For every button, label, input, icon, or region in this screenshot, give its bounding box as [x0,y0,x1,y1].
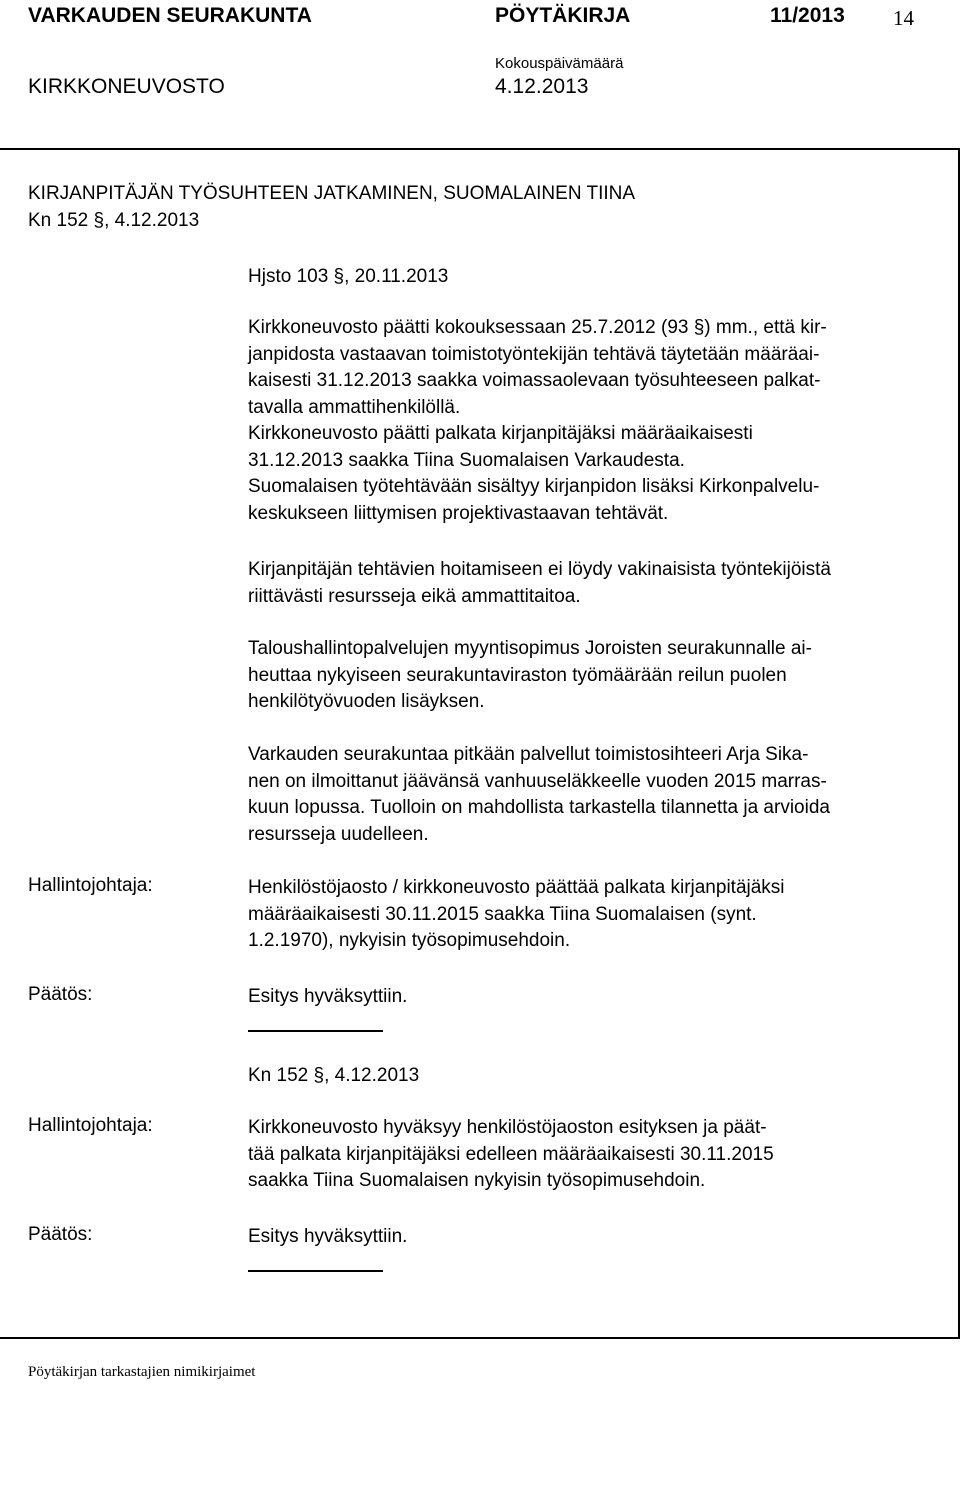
signatures-label: Pöytäkirjan tarkastajien nimikirjaimet [28,1364,256,1380]
paragraph-line: henkilötyövuoden lisäyksen. [248,691,485,712]
paragraph-line: Kirkkoneuvosto päätti palkata kirjanpitäjäksi määräaikaisesti [248,423,753,444]
proposal-line: Kirkkoneuvosto hyväksyy henkilöstöjaoston esityksen ja päät- [248,1117,767,1138]
section-reference: Kn 152 §, 4.12.2013 [28,210,200,231]
proposal-line: 1.2.1970), nykyisin työsopimusehdoin. [248,930,571,951]
proposal-line: Henkilöstöjaosto / kirkkoneuvosto päättää palkata kirjanpitäjäksi [248,877,785,898]
proposal-line: tää palkata kirjanpitäjäksi edelleen määräaikaisesti 30.11.2015 [248,1143,774,1165]
governing-body: KIRKKONEUVOSTO [28,75,225,98]
page-number: 14 [893,6,914,30]
proposal-line: määräaikaisesti 30.11.2015 saakka Tiina Suomalaisen (synt. [248,903,757,925]
meeting-date-label: Kokouspäivämäärä [495,55,624,72]
paragraph-line: Suomalaisen työtehtävään sisältyy kirjanpidon lisäksi Kirkonpalvelu- [248,476,820,497]
paragraph-line: resursseja uudelleen. [248,823,429,845]
organization-name: VARKAUDEN SEURAKUNTA [28,4,312,27]
paragraph-line: tavalla ammattihenkilöllä. [248,396,461,418]
paragraph-line: janpidosta vastaavan toimistotyöntekijän tehtävä täytetään määräai- [248,343,820,365]
decision-label: Päätös: [28,984,93,1005]
decision-underline [248,1030,383,1032]
footer-divider [0,1337,960,1339]
proposal-line: saakka Tiina Suomalaisen nykyisin työsopimusehdoin. [248,1170,706,1191]
decision-underline [248,1270,383,1272]
paragraph-line: heuttaa nykyiseen seurakuntaviraston työmäärään reilun puolen [248,664,787,686]
paragraph-line: nen on ilmoittanut jäävänsä vanhuuseläkkeelle vuoden 2015 marras- [248,770,827,792]
proposal-label: Hallintojohtaja: [28,875,153,896]
section-title: KIRJANPITÄJÄN TYÖSUHTEEN JATKAMINEN, SUOMALAINEN TIINA [28,183,636,204]
paragraph-line: kaisesti 31.12.2013 saakka voimassaolevaan työsuhteeseen palkat- [248,370,821,391]
proposal-label: Hallintojohtaja: [28,1115,153,1136]
kn-reference: Kn 152 §, 4.12.2013 [248,1065,420,1086]
decision-text: Esitys hyväksyttiin. [248,1226,408,1247]
decision-label: Päätös: [28,1224,93,1245]
meeting-date: 4.12.2013 [495,75,589,98]
paragraph-line: kuun lopussa. Tuolloin on mahdollista tarkastella tilannetta ja arvioida [248,797,830,818]
paragraph-line: Taloushallintopalvelujen myyntisopimus Joroisten seurakunnalle ai- [248,638,812,659]
decision-text: Esitys hyväksyttiin. [248,986,408,1007]
paragraph-line: Kirjanpitäjän tehtävien hoitamiseen ei löydy vakinaisista työntekijöistä [248,559,831,580]
hjsto-reference: Hjsto 103 §, 20.11.2013 [248,266,449,287]
header-divider [0,148,960,150]
document-number: 11/2013 [770,4,845,27]
paragraph-line: riittävästi resursseja eikä ammattitaitoa. [248,585,581,607]
paragraph-line: Kirkkoneuvosto päätti kokouksessaan 25.7.2012 (93 §) mm., että kir- [248,317,827,338]
document-type: PÖYTÄKIRJA [495,4,631,27]
paragraph-line: keskukseen liittymisen projektivastaavan tehtävät. [248,502,669,524]
paragraph-line: 31.12.2013 saakka Tiina Suomalaisen Varkaudesta. [248,449,685,471]
paragraph-line: Varkauden seurakuntaa pitkään palvellut toimistosihteeri Arja Sika- [248,744,809,765]
